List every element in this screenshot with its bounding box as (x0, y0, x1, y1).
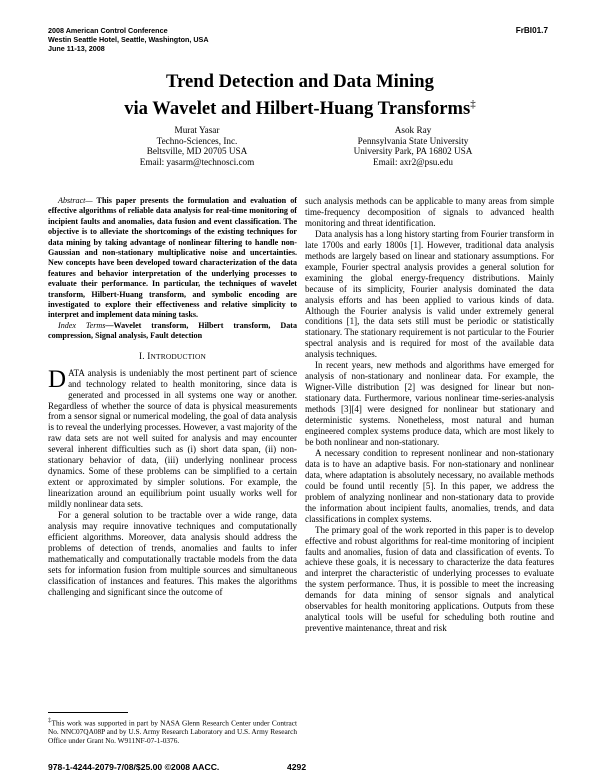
author-address: University Park, PA 16802 USA (353, 146, 473, 157)
intro-paragraph-1-text: ATA analysis is undeniably the most pertinent part of science and technology related to health monitoring, since data is generated and processed in all systems one way or another. Regardless of whether the source of data is physical measurements from a sensor signal or numerical modeling, the goal of data analysis is to reveal the underlying processes. However, a vast majority of the raw data sets are not well suited for analysis and may encounter several inherent difficulties such as (i) short data span, (ii) non-stationary behavior of data, (iii) underlying nonlinear process dynamics. Some of these problems can be simplified to a certain extent or approximated by simpler solutions. For example, the linearization around an equilibrium point usually works well for mildly nonlinear data sets. (48, 367, 297, 510)
footnote-rule (48, 712, 128, 713)
drop-cap: D (48, 365, 67, 393)
right-paragraph-3: A necessary condition to represent nonlinear and non-stationary data is to have an adaptive basis. For non-stationary and nonlinear data, where adaptation is absolutely necessary, no available methods could be found until recently [5]. In this paper, we address the problem of analyzing nonlinear and non-stationary data to provide the information about incipient faults, anomalies, trends, and data classifications in complex systems. (305, 447, 554, 524)
footnote-text: This work was supported in part by NASA Glenn Research Center under Contract No. NNC07QA08P and by U.S. Army Research Laboratory and U.S. Army Research Office under Grant No. W911NF-07-1-0376. (48, 718, 298, 746)
title-line-2-text: via Wavelet and Hilbert-Huang Transforms (124, 98, 471, 120)
author-email: Email: axr2@psu.edu (373, 157, 453, 168)
author-org: Techno-Sciences, Inc. (156, 135, 238, 146)
index-terms (48, 321, 297, 342)
abstract-text: This paper presents the formulation and evaluation of effective algorithms of reliable data analysis for real-time monitoring of incipient faults and anomalies, data fusion and event classification. The objective is to alleviate the shortcomings of the existing techniques for data mining by taking advantage of nonlinear filtering to handle non-Gaussian and non-stationary multiplicative noise and uncertainties. New concepts have been developed toward characterization of the data features and behavior interpretation of the underlying processes to evaluate their performance. In particular, the techniques of wavelet transform, Hilbert-Huang transform, and symbolic encoding are investigated to explore their effectiveness and relative simplicity to interpret and implement data mining tasks. (48, 196, 297, 320)
conference-dates: June 11-13, 2008 (48, 44, 105, 53)
author-org: Pennsylvania State University (357, 135, 469, 146)
author-name: Asok Ray (394, 125, 432, 135)
author-email: Email: yasarm@technosci.com (139, 157, 255, 168)
footnote-mark: ‡ (48, 718, 52, 724)
left-column (48, 196, 297, 598)
author-name: Murat Yasar (174, 125, 220, 135)
index-terms-label: Index Terms (58, 320, 106, 330)
paper-title (0, 70, 600, 120)
author-block-2 (288, 125, 538, 168)
intro-paragraph-1 (48, 365, 297, 510)
right-paragraph-4: The primary goal of the work reported in this paper is to develop effective and robust algorithms for real-time monitoring of incipient faults and anomalies, fusion of data and classification of events. To achieve these goals, it is necessary to characterize the data features and interpret the characteristic of underlying processes to evaluate the system performance. Thus, it is possible to meet the increasing demands for data mining of sensor signals and analytical observables for health monitoring applications. Outputs from these analytical tools will be useful for scheduling both routine and preventive maintenance, threat and risk (305, 524, 554, 634)
right-paragraph-0: such analysis methods can be applicable to many areas from simple time-frequency decomposition of signals to advanced health monitoring and threat identification. (305, 196, 554, 228)
section-rest: NTRODUCTION (150, 351, 207, 361)
right-column (305, 196, 554, 634)
title-line-1: Trend Detection and Data Mining (166, 71, 434, 92)
conference-name: 2008 American Control Conference (48, 26, 168, 35)
footnote (48, 717, 297, 746)
abstract-label: Abstract— (58, 196, 93, 205)
paper-id: FrBI01.7 (515, 26, 548, 35)
conference-venue: Westin Seattle Hotel, Seattle, Washington, USA (48, 35, 209, 44)
section-initial: I (147, 350, 151, 361)
index-terms-text: —Wavelet transform, Hilbert transform, Data compression, Signal analysis, Fault detection (48, 320, 297, 341)
author-address: Beltsville, MD 20705 USA (146, 146, 248, 157)
conference-header (48, 26, 209, 53)
right-paragraph-1: Data analysis has a long history starting from Fourier transform in late 1700s and early 1800s [1]. However, traditional data analysis methods are largely based on linear and stationary assumptions. For example, Fourier spectral analysis provides a general solution for examining the global energy-frequency distributions. Mainly because of its simplicity, Fourier analysis dominated the data analysis efforts and has been applied to various kinds of data. Although the Fourier analysis is valid under extremely general conditions [1], the data sets still must be periodic or statistically stationary. The stationary requirement is not particular to the Fourier spectral analysis and is required for most of the available data analysis techniques. (305, 228, 554, 360)
section-numeral: I. (138, 350, 148, 361)
section-heading-introduction (48, 351, 297, 363)
author-block-1 (72, 125, 322, 168)
isbn-line: 978-1-4244-2079-7/08/$25.00 ©2008 AACC. (48, 762, 220, 772)
page-number: 4292 (287, 762, 307, 772)
title-footnote-mark: ‡ (470, 98, 476, 110)
intro-paragraph-2: For a general solution to be tractable over a wide range, data analysis may require innovative techniques and computationally efficient algorithms. Moreover, data analysis should address the problems of detection of trends, anomalies and faults to infer mathematically and computationally tractable models from the data sets for information fusion from multiple sources and simultaneous classification of instances and features. This makes the algorithms challenging and significant since the outcome of (48, 510, 297, 597)
right-paragraph-2: In recent years, new methods and algorithms have emerged for analysis of non-stationary and nonlinear data. For example, the Wigner-Ville distribution [2] was designed for linear but non-stationary data. Furthermore, various nonlinear time-series-analysis methods [3][4] were designed for nonlinear but stationary and deterministic systems. Nonetheless, most natural and human engineered complex systems produce data, which are most likely to be both nonlinear and non-stationary. (305, 360, 554, 447)
abstract (48, 196, 297, 321)
title-line-2 (0, 93, 600, 120)
